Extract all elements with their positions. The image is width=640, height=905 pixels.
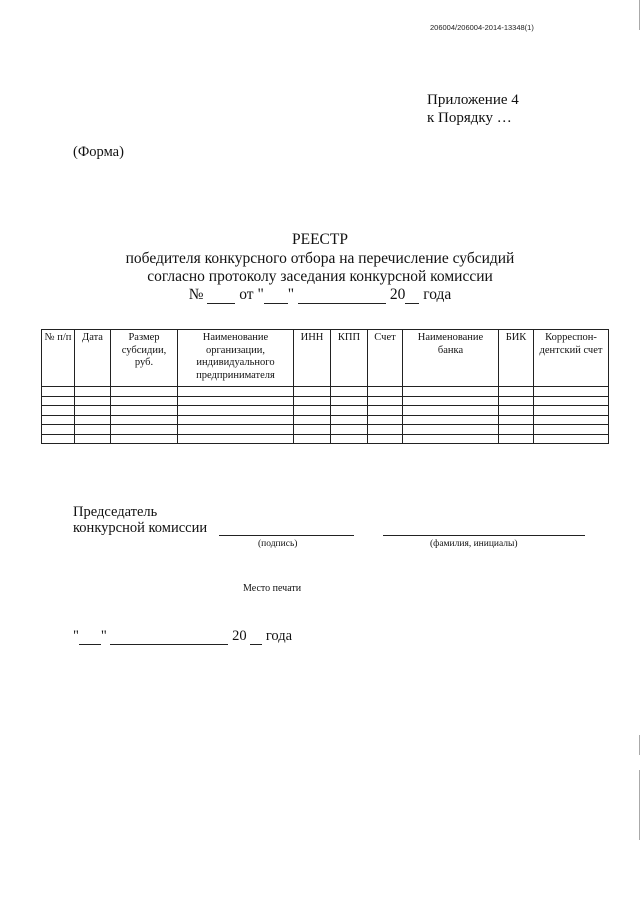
table-cell[interactable] xyxy=(42,396,75,406)
registry-table xyxy=(41,329,609,444)
table-cell[interactable] xyxy=(111,434,178,444)
registry-subtitle-2: согласно протоколу заседания конкурсной комиссии xyxy=(147,268,493,285)
table-cell[interactable] xyxy=(331,387,368,397)
table-cell[interactable] xyxy=(178,425,294,435)
table-cell[interactable] xyxy=(331,396,368,406)
table-cell[interactable] xyxy=(368,415,403,425)
number-blank xyxy=(207,289,235,304)
date-line xyxy=(73,628,292,645)
form-label: (Форма) xyxy=(73,144,124,160)
table-row xyxy=(42,434,609,444)
table-row xyxy=(42,396,609,406)
commission-label: конкурсной комиссии xyxy=(73,520,208,536)
table-cell[interactable] xyxy=(534,415,609,425)
table-cell[interactable] xyxy=(75,434,111,444)
table-cell[interactable] xyxy=(499,406,534,416)
date-year-blank xyxy=(250,630,262,645)
table-cell[interactable] xyxy=(331,425,368,435)
year-blank xyxy=(405,289,419,304)
table-cell[interactable] xyxy=(42,434,75,444)
table-cell[interactable] xyxy=(75,396,111,406)
registry-number-line xyxy=(0,286,640,304)
signature-caption: (подпись) xyxy=(258,539,298,549)
month-blank xyxy=(298,289,386,304)
table-cell[interactable] xyxy=(294,434,331,444)
table-cell[interactable] xyxy=(331,434,368,444)
table-cell[interactable] xyxy=(294,406,331,416)
col-header-corr-account: Корреспон-дентский счет xyxy=(534,330,609,387)
table-cell[interactable] xyxy=(111,387,178,397)
table-cell[interactable] xyxy=(368,434,403,444)
col-header-inn: ИНН xyxy=(294,330,331,387)
table-cell[interactable] xyxy=(42,406,75,416)
year-suffix: года xyxy=(423,286,452,303)
table-cell[interactable] xyxy=(499,396,534,406)
table-cell[interactable] xyxy=(331,415,368,425)
table-row xyxy=(42,406,609,416)
appendix-reference xyxy=(427,91,519,127)
table-cell[interactable] xyxy=(403,387,499,397)
table-cell[interactable] xyxy=(178,406,294,416)
appendix-line-1: Приложение 4 xyxy=(427,92,519,108)
table-body xyxy=(42,387,609,444)
table-cell[interactable] xyxy=(403,434,499,444)
table-cell[interactable] xyxy=(42,387,75,397)
table-cell[interactable] xyxy=(178,434,294,444)
col-header-date: Дата xyxy=(75,330,111,387)
table-cell[interactable] xyxy=(534,425,609,435)
col-header-number: № п/п xyxy=(42,330,75,387)
day-blank xyxy=(264,289,288,304)
table-cell[interactable] xyxy=(178,396,294,406)
table-cell[interactable] xyxy=(294,425,331,435)
table-cell[interactable] xyxy=(368,425,403,435)
col-header-bank: Наименование банка xyxy=(403,330,499,387)
table-cell[interactable] xyxy=(294,415,331,425)
table-cell[interactable] xyxy=(111,396,178,406)
table-cell[interactable] xyxy=(403,406,499,416)
col-header-subsidy-amount: Размер субсидии, руб. xyxy=(111,330,178,387)
name-caption: (фамилия, инициалы) xyxy=(430,539,518,549)
table-cell[interactable] xyxy=(75,415,111,425)
quote-close: " xyxy=(287,286,295,303)
table-cell[interactable] xyxy=(111,415,178,425)
signature-line[interactable] xyxy=(219,535,354,536)
number-sign: № xyxy=(188,286,204,303)
table-row xyxy=(42,415,609,425)
registry-title: РЕЕСТР xyxy=(292,231,348,248)
table-cell[interactable] xyxy=(75,425,111,435)
date-month-blank xyxy=(110,630,228,645)
date-day-blank xyxy=(79,630,101,645)
table-cell[interactable] xyxy=(499,434,534,444)
table-cell[interactable] xyxy=(403,425,499,435)
table-cell[interactable] xyxy=(499,415,534,425)
table-cell[interactable] xyxy=(403,396,499,406)
table-cell[interactable] xyxy=(534,387,609,397)
table-cell[interactable] xyxy=(368,387,403,397)
table-cell[interactable] xyxy=(42,415,75,425)
date-year-prefix: 20 xyxy=(232,628,247,644)
appendix-line-2: к Порядку … xyxy=(427,110,512,126)
col-header-account: Счет xyxy=(368,330,403,387)
col-header-bik: БИК xyxy=(499,330,534,387)
table-cell[interactable] xyxy=(403,415,499,425)
name-line[interactable] xyxy=(383,535,585,536)
table-cell[interactable] xyxy=(534,406,609,416)
table-cell[interactable] xyxy=(178,415,294,425)
table-cell[interactable] xyxy=(75,387,111,397)
table-cell[interactable] xyxy=(111,406,178,416)
stamp-place-label: Место печати xyxy=(243,583,302,594)
col-header-organization: Наименование организации, индивидуального предпринимателя xyxy=(178,330,294,387)
table-cell[interactable] xyxy=(294,396,331,406)
from-label: от xyxy=(239,286,254,303)
table-header-row xyxy=(42,330,609,387)
table-cell[interactable] xyxy=(534,434,609,444)
col-header-kpp: КПП xyxy=(331,330,368,387)
table-cell[interactable] xyxy=(111,425,178,435)
quote-open: " xyxy=(257,286,264,303)
registry-subtitle-1: победителя конкурсного отбора на перечисление субсидий xyxy=(125,250,515,267)
table-cell[interactable] xyxy=(534,396,609,406)
year-prefix: 20 xyxy=(389,286,406,303)
chairman-label: Председатель xyxy=(73,504,158,520)
document-id: 206004/206004-2014-13348(1) xyxy=(430,23,534,32)
table-cell[interactable] xyxy=(42,425,75,435)
table-cell[interactable] xyxy=(499,425,534,435)
table-cell[interactable] xyxy=(368,396,403,406)
table-cell[interactable] xyxy=(294,387,331,397)
table-cell[interactable] xyxy=(178,387,294,397)
date-quote-close: " xyxy=(100,628,107,644)
date-year-suffix: года xyxy=(265,628,293,644)
table-row xyxy=(42,387,609,397)
table-row xyxy=(42,425,609,435)
table-cell[interactable] xyxy=(499,387,534,397)
table-cell[interactable] xyxy=(331,406,368,416)
table-cell[interactable] xyxy=(368,406,403,416)
date-quote-open: " xyxy=(73,628,79,644)
table-cell[interactable] xyxy=(75,406,111,416)
